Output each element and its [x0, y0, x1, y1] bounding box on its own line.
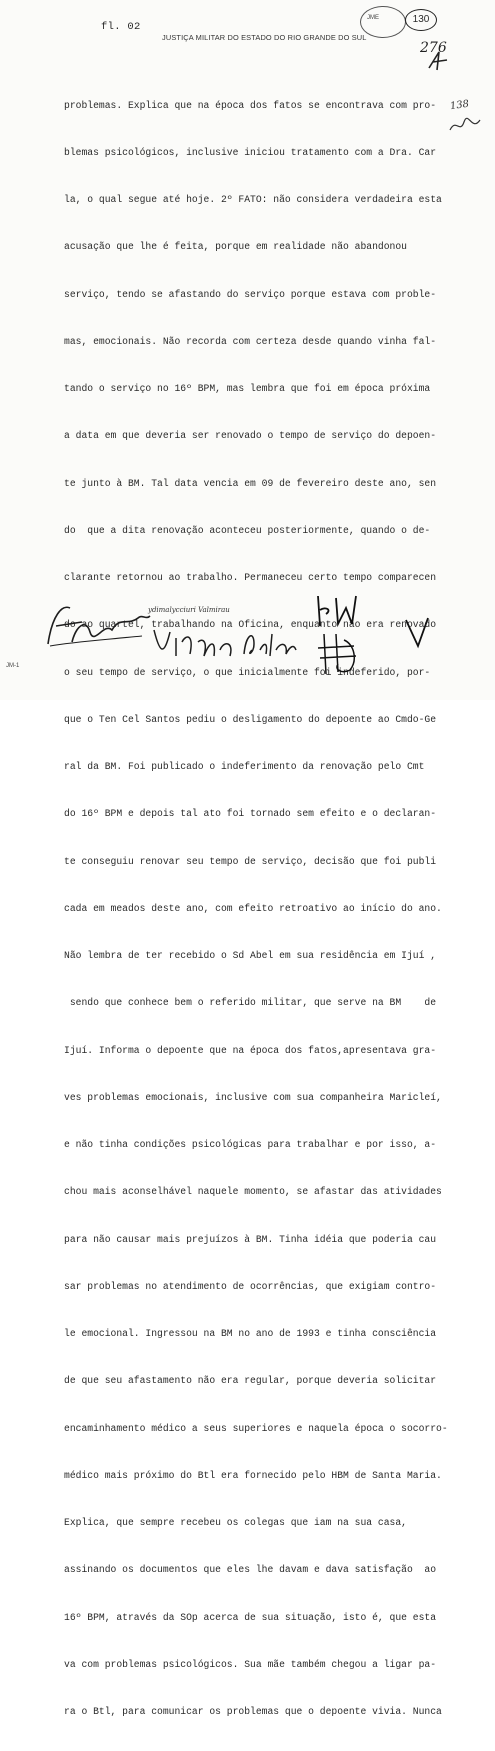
text-line: problemas. Explica que na época dos fatos se encontrava com pro- — [64, 99, 437, 111]
circled-page-number: 130 — [405, 9, 437, 31]
handwritten-page-number: 276 — [420, 40, 447, 56]
text-line: clarante retornou ao trabalho. Permaneceu certo tempo comparecen — [64, 572, 437, 583]
signature-left — [42, 596, 154, 654]
text-line: ves problemas emocionais, inclusive com sua companheira Maricleí, — [64, 1091, 442, 1103]
text-line: acusação que lhe é feita, porque em realidade não abandonou — [64, 241, 407, 253]
text-line: médico mais próximo do Btl era fornecido pelo HBM de Santa Maria. — [64, 1469, 442, 1481]
text-line: cada em meados deste ano, com efeito retroativo ao início do ano. — [64, 902, 442, 914]
text-line: mas, emocionais. Não recorda com certeza desde quando vinha fal- — [64, 335, 437, 347]
text-line: te conseguiu renovar seu tempo de serviço, decisão que foi publi — [64, 855, 437, 867]
text-line: do ao quartel, trabalhando na Oficina, enquanto não era renovado — [64, 619, 437, 631]
text-line: de que seu afastamento não era regular, porque deveria solicitar — [64, 1375, 437, 1387]
text-line: 16º BPM, através da SOp acerca de sua situação, isto é, que esta — [64, 1611, 437, 1623]
text-line: Explica, que sempre recebeu os colegas que iam na sua casa, — [64, 1517, 407, 1528]
text-line: do 16º BPM e depois tal ato foi tornado sem efeito e o declaran- — [64, 808, 437, 820]
text-line: te junto à BM. Tal data vencia em 09 de fevereiro deste ano, sen — [64, 477, 437, 489]
text-line: a data em que deveria ser renovado o tempo de serviço do depoen- — [64, 430, 437, 442]
signature-initials-top — [312, 590, 360, 630]
signature-middle — [150, 620, 300, 668]
text-line: e não tinha condições psicológicas para trabalhar e por isso, a- — [64, 1139, 437, 1150]
text-line: tando o serviço no 16º BPM, mas lembra que foi em época próxima — [64, 383, 431, 394]
text-line: sendo que conhece bem o referido militar, que serve na BM de — [64, 997, 437, 1009]
text-line: encaminhamento médico a seus superiores e naquela época o socorro- — [64, 1422, 448, 1434]
signature-caption: ydimalycciuri Valmirau — [148, 606, 230, 614]
stamp-lettering: JME — [367, 15, 379, 21]
text-line: ral da BM. Foi publicado o indeferimento da renovação pelo Cmt — [64, 761, 425, 772]
text-line: do que a dita renovação aconteceu posteriormente, quando o de- — [64, 524, 431, 536]
text-line: assinando os documentos que eles lhe davam e dava satisfação ao — [64, 1564, 437, 1576]
margin-note: 138 — [449, 98, 470, 113]
text-line: sar problemas no atendimento de ocorrências, que exigiam contro- — [64, 1280, 437, 1292]
text-line: ra o Btl, para comunicar os problemas que o depoente vivia. Nunca — [64, 1706, 442, 1717]
text-line: Não lembra de ter recebido o Sd Abel em sua residência em Ijuí , — [64, 950, 437, 961]
text-line: chou mais aconselhável naquele momento, se afastar das atividades — [64, 1186, 442, 1198]
text-line: serviço, tendo se afastando do serviço porque estava com proble- — [64, 288, 437, 300]
deposition-text — [64, 66, 464, 1751]
round-stamp — [360, 6, 406, 38]
text-line: la, o qual segue até hoje. 2º FATO: não considera verdadeira esta — [64, 194, 442, 205]
text-line: va com problemas psicológicos. Sua mãe também chegou a ligar pa- — [64, 1658, 437, 1670]
text-line: blemas psicológicos, inclusive iniciou tratamento com a Dra. Car — [64, 146, 437, 158]
signature-check-mark — [400, 612, 436, 652]
text-line: que o Ten Cel Santos pediu o desligamento do depoente ao Cmdo-Ge — [64, 713, 437, 725]
text-line: Ijuí. Informa o depoente que na época dos fatos,apresentava gra- — [64, 1044, 437, 1056]
court-header: JUSTIÇA MILITAR DO ESTADO DO RIO GRANDE DO SUL — [162, 33, 367, 42]
folio-number: fl. 02 — [101, 21, 141, 33]
form-code: JM-1 — [6, 663, 20, 669]
text-line: le emocional. Ingressou na BM no ano de 1993 e tinha consciência — [64, 1328, 437, 1339]
signature-initials-bottom — [314, 630, 364, 678]
text-line: para não causar mais prejuízos à BM. Tinha idéia que poderia cau — [64, 1233, 437, 1245]
text-line: o seu tempo de serviço, o que inicialmente foi indeferido, por- — [64, 666, 431, 678]
